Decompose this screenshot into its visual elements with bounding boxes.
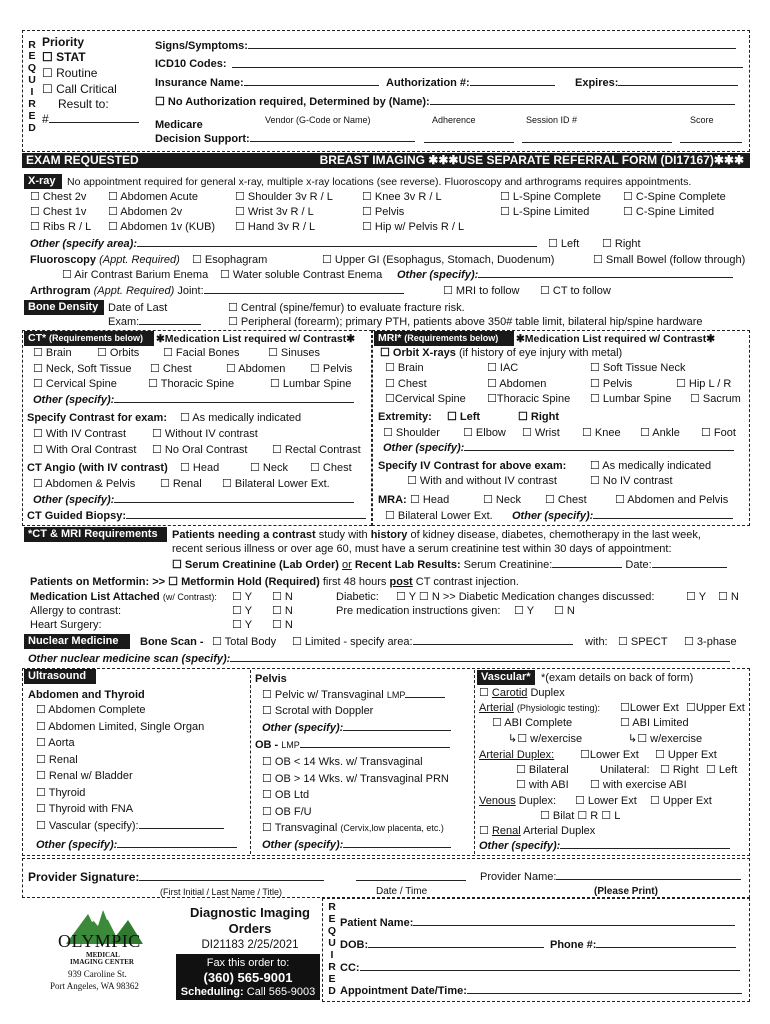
us-other-field[interactable]: Other (specify):	[36, 838, 237, 852]
ct-item[interactable]: ☐ Abdomen	[226, 363, 286, 375]
heart-y[interactable]: ☐ Y	[232, 619, 253, 631]
first-last-label: (First Initial / Last Name / Title)	[160, 887, 283, 897]
mri-ext-item[interactable]: ☐ Elbow	[463, 427, 506, 439]
mri-item[interactable]: ☐ Lumbar Spine	[590, 393, 672, 405]
us-item[interactable]: ☐ Renal w/ Bladder	[36, 770, 133, 782]
appointment-field[interactable]: Appointment Date/Time:	[340, 984, 742, 998]
ct-other-field[interactable]: Other (specify):	[33, 393, 354, 407]
ad-lower-checkbox[interactable]: ☐Lower Ext	[580, 749, 639, 761]
ct-item[interactable]: ☐ Facial Bones	[163, 347, 240, 359]
fluoro-other-field[interactable]: Other (specify):	[397, 268, 733, 282]
ad-right-checkbox[interactable]: ☐ Right	[660, 764, 699, 776]
signs-field[interactable]: Signs/Symptoms:	[155, 39, 736, 53]
ct-specify-contrast-row: Specify Contrast for exam:	[27, 412, 167, 424]
xray-item[interactable]: ☐ Hip w/ Pelvis R / L	[362, 221, 465, 233]
form-title-1: Diagnostic Imaging	[190, 905, 310, 920]
xray-item[interactable]: ☐ Abdomen 2v	[108, 206, 183, 218]
breast-imaging-label: BREAST IMAGING ✱✱✱USE SEPARATE REFERRAL FORM (DI17167)✱✱✱	[319, 153, 744, 167]
abi-limited-checkbox[interactable]: ☐ ABI Limited	[620, 717, 689, 729]
us-item[interactable]: ☐ Thyroid with FNA	[36, 803, 134, 815]
us-item[interactable]: ☐ Thyroid	[36, 786, 86, 799]
address-line2: Port Angeles, WA 98362	[50, 981, 139, 991]
mri-item[interactable]: ☐Cervical Spine	[385, 393, 466, 405]
medicare-label: Medicare	[155, 119, 203, 131]
adherence-label: Adherence	[432, 115, 476, 125]
vascular-note: *(exam details on back of form)	[541, 672, 694, 684]
us-item[interactable]: ☐ Abdomen Limited, Single Organ	[36, 720, 205, 733]
metformin-row[interactable]: Patients on Metformin: >> ☐ Metformin Hold (Required) first 48 hours post CT contrast injection.	[30, 576, 519, 588]
med-list-n[interactable]: ☐ N	[272, 591, 293, 603]
mri-specify-iv-label: Specify IV Contrast for above exam:	[378, 460, 567, 472]
mra-item[interactable]: ☐ Neck	[483, 494, 521, 506]
ct-as-indicated-checkbox[interactable]: ☐ As medically indicated	[180, 412, 302, 424]
ob-other-field[interactable]: Other (specify):	[262, 838, 451, 852]
scheduling-row: Scheduling: Call 565-9003	[180, 986, 316, 998]
diabetic-med-row[interactable]: ☐ Y ☐ N >> Diabetic Medication changes discussed:	[396, 591, 655, 603]
ct-item[interactable]: ☐ Cervical Spine	[33, 378, 117, 390]
requirements-line2: recent serious illness or over age 60, must have a serum creatinine test within 30 days of appointment:	[172, 543, 672, 555]
ct-item[interactable]: ☐ Pelvis	[310, 363, 353, 375]
expires-field[interactable]: Expires:	[575, 76, 738, 90]
mri-item[interactable]: ☐ IAC	[487, 362, 519, 374]
ct-angio-chest-checkbox[interactable]: ☐ Chest	[310, 462, 352, 474]
mri-label: MRI* (Requirements below)	[374, 331, 514, 346]
xray-item[interactable]: ☐ Knee 3v R / L	[362, 191, 442, 203]
xray-left-checkbox[interactable]: ☐ Left	[548, 238, 580, 250]
heart-n[interactable]: ☐ N	[272, 619, 293, 631]
mri-other-field[interactable]: Other (specify):	[383, 441, 734, 455]
provider-name-field[interactable]: Provider Name:	[480, 870, 741, 884]
logo-sub2: IMAGING CENTER	[70, 958, 134, 966]
xray-item[interactable]: ☐ Shoulder 3v R / L	[235, 191, 333, 203]
logo-sub1: MEDICAL	[86, 951, 120, 959]
logo-name: OLYMPIC	[58, 931, 141, 951]
ad-upper-checkbox[interactable]: ☐ Upper Ext	[655, 749, 717, 761]
ct-med-note: ✱Medication List required w/ Contrast✱	[156, 333, 356, 345]
venous-label: Venous Duplex:	[479, 795, 557, 807]
mri-ext-item[interactable]: ☐ Foot	[701, 427, 736, 439]
xray-item[interactable]: ☐ L-Spine Complete	[500, 191, 601, 203]
ct-without-iv-checkbox[interactable]: ☐ Without IV contrast	[152, 428, 258, 440]
mri-item[interactable]: ☐ Pelvis	[590, 378, 633, 390]
pelvis-label: Pelvis	[255, 673, 287, 685]
mri-ext-item[interactable]: ☐ Wrist	[522, 427, 560, 439]
fax-block	[176, 954, 320, 1000]
ct-item[interactable]: ☐ Brain	[33, 347, 72, 359]
arterial-lower-checkbox[interactable]: ☐Lower Ext	[620, 702, 679, 714]
bone-date-field[interactable]: Exam:	[108, 315, 201, 329]
xray-item[interactable]: ☐ Ribs R / L	[30, 221, 92, 233]
esophagram-checkbox[interactable]: ☐ Esophagram	[192, 254, 268, 266]
date-time-label: Date / Time	[376, 886, 428, 897]
mri-extremity-label: Extremity:	[378, 411, 432, 423]
ct-item[interactable]: ☐ Orbits	[97, 347, 140, 359]
venous-side-checkboxes[interactable]: ☐ Bilat ☐ R ☐ L	[540, 810, 621, 822]
authorization-field[interactable]: Authorization #:	[386, 76, 555, 90]
ad-unilateral-label: Unilateral:	[600, 764, 650, 776]
total-body-checkbox[interactable]: ☐ Total Body	[212, 636, 277, 648]
abi-complete-checkbox[interactable]: ☐ ABI Complete	[492, 717, 573, 729]
mri-follow-checkbox[interactable]: ☐ MRI to follow	[443, 285, 520, 297]
xray-item[interactable]: ☐ C-Spine Complete	[623, 191, 726, 203]
vascular-label: Vascular*	[477, 670, 535, 685]
ct-item[interactable]: ☐ Neck, Soft Tissue	[33, 363, 132, 375]
limited-area-field[interactable]: ☐ Limited - specify area:	[292, 635, 573, 649]
xray-item[interactable]: ☐ L-Spine Limited	[500, 206, 590, 218]
mri-right-checkbox[interactable]: ☐ Right	[518, 411, 560, 423]
mra-item[interactable]: ☐ Chest	[545, 494, 587, 506]
us-item[interactable]: ☐ Abdomen Complete	[36, 704, 146, 716]
ct-angio-neck-checkbox[interactable]: ☐ Neck	[250, 462, 288, 474]
mra-other-field[interactable]: Other (specify):	[512, 509, 733, 523]
abi-limited-exercise-checkbox[interactable]: ↳☐ w/exercise	[628, 733, 703, 745]
diabetic-label: Diabetic:	[336, 591, 379, 603]
address-line1: 939 Caroline St.	[68, 969, 127, 979]
upper-gi-checkbox[interactable]: ☐ Upper GI (Esophagus, Stomach, Duodenum)	[322, 254, 555, 266]
us-divider-1	[250, 670, 251, 854]
mra-label: MRA:	[378, 494, 407, 506]
ct-with-iv-checkbox[interactable]: ☐ With IV Contrast	[33, 428, 126, 440]
ob-label[interactable]: OB - LMP	[255, 738, 450, 752]
vendor-label: Vendor (G-Code or Name)	[265, 115, 371, 125]
decision-support-field[interactable]: Decision Support:	[155, 132, 415, 146]
mri-left-checkbox[interactable]: ☐ Left	[447, 411, 481, 423]
ad-left-checkbox[interactable]: ☐ Left	[706, 764, 738, 776]
mri-item[interactable]: ☐ Abdomen	[487, 378, 547, 390]
ad-with-abi-checkbox[interactable]: ☐ with ABI	[516, 779, 569, 791]
ob-item[interactable]: ☐ Transvaginal (Cervix,low placenta, etc.)	[262, 822, 444, 834]
ct-angio-head-checkbox[interactable]: ☐ Head	[180, 462, 220, 474]
xray-item[interactable]: ☐ Pelvis	[362, 206, 405, 218]
fluoroscopy-row: Fluoroscopy (Appt. Required)	[30, 254, 180, 266]
mri-item[interactable]: ☐ Hip L / R	[676, 378, 732, 390]
xray-item[interactable]: ☐ Abdomen 1v (KUB)	[108, 221, 216, 233]
patient-name-field[interactable]: Patient Name:	[340, 916, 735, 930]
priority-label: Priority	[42, 35, 85, 49]
with-label: with:	[585, 636, 608, 648]
abd-thyroid-label: Abdomen and Thyroid	[28, 689, 145, 701]
cc-field[interactable]: CC:	[340, 961, 740, 975]
ad-with-exercise-abi-checkbox[interactable]: ☐ with exercise ABI	[590, 779, 687, 791]
session-line	[522, 133, 672, 143]
ct-item[interactable]: ☐ Lumbar Spine	[270, 378, 352, 390]
ct-with-oral-checkbox[interactable]: ☐ With Oral Contrast	[33, 444, 137, 456]
ob-item[interactable]: ☐ OB > 14 Wks. w/ Transvaginal PRN	[262, 772, 449, 785]
icd10-line	[232, 58, 743, 68]
scrotal-checkbox[interactable]: ☐ Scrotal with Doppler	[262, 705, 374, 717]
mri-as-indicated-checkbox[interactable]: ☐ As medically indicated	[590, 460, 712, 472]
air-contrast-checkbox[interactable]: ☐ Air Contrast Barium Enema	[62, 269, 209, 281]
mri-item[interactable]: ☐ Soft Tissue Neck	[590, 362, 686, 374]
med-list-y[interactable]: ☐ Y	[232, 591, 253, 603]
diabetic-med-y[interactable]: ☐ Y	[686, 591, 707, 603]
result-to-field[interactable]: #	[42, 112, 139, 126]
ad-bilateral-checkbox[interactable]: ☐ Bilateral	[516, 764, 569, 776]
allergy-n[interactable]: ☐ N	[272, 605, 293, 617]
xray-item[interactable]: ☐ Chest 1v	[30, 206, 87, 218]
ct-angio-other-field[interactable]: Other (specify):	[33, 493, 354, 507]
mri-ext-item[interactable]: ☐ Knee	[582, 427, 621, 439]
mra-item[interactable]: ☐ Head	[410, 494, 450, 506]
allergy-y[interactable]: ☐ Y	[232, 605, 253, 617]
serum-creatinine-row[interactable]: ☐ Serum Creatinine (Lab Order) or Recent Lab Results: Serum Creatinine: Date:	[172, 558, 727, 572]
premed-n[interactable]: ☐ N	[554, 605, 575, 617]
bone-density-label: Bone Density	[24, 300, 104, 315]
fax-number: (360) 565-9001	[203, 970, 293, 985]
bone-scan-label: Bone Scan -	[140, 636, 204, 648]
nuclear-medicine-label: Nuclear Medicine	[24, 634, 130, 649]
bone-central-checkbox[interactable]: ☐ Central (spine/femur) to evaluate fracture risk.	[228, 302, 465, 314]
mra-item[interactable]: ☐ Abdomen and Pelvis	[615, 494, 729, 506]
xray-item[interactable]: ☐ Hand 3v R / L	[235, 221, 316, 233]
ct-label: CT* (Requirements below)	[24, 331, 154, 346]
form-title-2: Orders	[228, 921, 272, 936]
water-soluble-checkbox[interactable]: ☐ Water soluble Contrast Enema	[220, 269, 383, 281]
ct-item[interactable]: ☐ Sinuses	[268, 347, 321, 359]
ct-rectal-checkbox[interactable]: ☐ Rectal Contrast	[272, 444, 361, 456]
mri-med-note: ✱Medication List required w/ Contrast✱	[516, 333, 716, 345]
xray-label: X-ray	[24, 174, 62, 189]
xray-note: No appointment required for general x-ray, multiple x-ray locations (see reverse). Fluoroscopy and arthrograms requires appointments.	[67, 176, 692, 188]
exam-requested-bar	[22, 153, 750, 168]
mri-item[interactable]: ☐Thoracic Spine	[487, 393, 571, 405]
provider-signature-field[interactable]: Provider Signature:	[28, 870, 324, 884]
three-phase-checkbox[interactable]: ☐ 3-phase	[684, 636, 737, 648]
ct-angio-label: CT Angio (with IV contrast)	[27, 462, 168, 474]
spect-checkbox[interactable]: ☐ SPECT	[618, 636, 668, 648]
arterial-physio-row: Arterial (Physiologic testing):	[479, 702, 600, 714]
diabetic-med-n[interactable]: ☐ N	[718, 591, 739, 603]
carotid-checkbox[interactable]: ☐ Carotid Duplex	[479, 687, 565, 699]
ct-item[interactable]: ☐ Chest	[150, 363, 192, 375]
stat-checkbox[interactable]: ☐ STAT	[42, 50, 86, 64]
med-list-row: Medication List Attached (w/ Contrast):	[30, 591, 217, 603]
ct-follow-checkbox[interactable]: ☐ CT to follow	[540, 285, 611, 297]
fax-label: Fax this order to:	[206, 957, 290, 969]
ultrasound-label: Ultrasound	[24, 669, 96, 684]
exam-requested-label: EXAM REQUESTED	[26, 153, 139, 167]
vascular-other-field[interactable]: Other (specify):	[479, 839, 730, 853]
renal-arterial-checkbox[interactable]: ☐ Renal Arterial Duplex	[479, 825, 596, 837]
us-item[interactable]: ☐ Renal	[36, 753, 78, 766]
premed-label: Pre medication instructions given:	[336, 605, 501, 617]
arthrogram-row[interactable]: Arthrogram (Appt. Required) Joint:	[30, 284, 404, 298]
phone-field[interactable]: Phone #:	[550, 938, 736, 952]
xray-item[interactable]: ☐ Wrist 3v R / L	[235, 206, 314, 218]
premed-y[interactable]: ☐ Y	[514, 605, 535, 617]
xray-other-field[interactable]: Other (specify area):	[30, 237, 537, 251]
icd10-field[interactable]: ICD10 Codes:	[155, 58, 227, 70]
requirements-line1: Patients needing a contrast study with history of kidney disease, diabetes, chemotherapy in the last week,	[172, 529, 701, 541]
ct-item[interactable]: ☐ Thoracic Spine	[148, 378, 235, 390]
mri-item[interactable]: ☐ Brain	[385, 362, 424, 374]
mra-bilat-checkbox[interactable]: ☐ Bilateral Lower Ext.	[385, 510, 493, 522]
mri-item[interactable]: ☐ Chest	[385, 378, 427, 390]
xray-item[interactable]: ☐ C-Spine Limited	[623, 206, 715, 218]
venous-lower-checkbox[interactable]: ☐ Lower Ext	[575, 795, 637, 807]
form-id: DI21183 2/25/2021	[201, 939, 299, 951]
ob-item[interactable]: ☐ OB Ltd	[262, 789, 310, 801]
mri-orbit-row[interactable]: ☐ Orbit X-rays (if history of eye injury with metal)	[380, 347, 623, 359]
session-label: Session ID #	[526, 115, 578, 125]
ob-item[interactable]: ☐ OB F/U	[262, 805, 312, 818]
bone-date-label: Date of Last	[108, 302, 168, 314]
ct-angio-abd-checkbox[interactable]: ☐ Abdomen & Pelvis	[33, 478, 136, 490]
us-item[interactable]: ☐ Vascular (specify):	[36, 818, 224, 835]
please-print-label: (Please Print)	[594, 886, 658, 897]
result-to-label: Result to:	[58, 97, 109, 111]
ct-no-oral-checkbox[interactable]: ☐ No Oral Contrast	[152, 444, 248, 456]
provider-date-line	[356, 871, 466, 881]
xray-item[interactable]: ☐ Chest 2v	[30, 191, 87, 203]
mri-no-iv-checkbox[interactable]: ☐ No IV contrast	[590, 475, 673, 487]
us-abd-list	[36, 702, 224, 834]
venous-upper-checkbox[interactable]: ☐ Upper Ext	[650, 795, 712, 807]
allergy-label: Allergy to contrast:	[30, 605, 122, 617]
no-auth-field[interactable]: ☐ No Authorization required, Determined by (Name):	[155, 95, 735, 109]
small-bowel-checkbox[interactable]: ☐ Small Bowel (follow through)	[593, 254, 746, 266]
abi-complete-exercise-checkbox[interactable]: ↳☐ w/exercise	[508, 733, 583, 745]
nuclear-other-field[interactable]: Other nuclear medicine scan (specify):	[28, 652, 730, 666]
mri-item[interactable]: ☐ Sacrum	[690, 393, 741, 405]
adherence-line	[424, 133, 514, 143]
requirements-label: *CT & MRI Requirements	[24, 527, 167, 542]
ct-guided-biopsy-field[interactable]: CT Guided Biopsy:	[27, 509, 366, 523]
pelvic-tv-field[interactable]: ☐ Pelvic w/ Transvaginal LMP	[262, 688, 445, 702]
arterial-duplex-label: Arterial Duplex:	[479, 749, 555, 761]
xray-item[interactable]: ☐ Abdomen Acute	[108, 191, 198, 203]
insurance-field[interactable]: Insurance Name:	[155, 76, 379, 90]
bone-peripheral-checkbox[interactable]: ☐ Peripheral (forearm); primary PTH, patients above 350# table limit, bilateral hip/spine hardware	[228, 316, 703, 328]
mri-with-without-checkbox[interactable]: ☐ With and without IV contrast	[407, 475, 557, 487]
us-item[interactable]: ☐ Aorta	[36, 737, 75, 749]
arterial-upper-checkbox[interactable]: ☐Upper Ext	[686, 702, 745, 714]
call-critical-checkbox[interactable]: ☐ Call Critical	[42, 82, 117, 96]
score-label: Score	[690, 115, 714, 125]
mri-ext-item[interactable]: ☐ Ankle	[640, 427, 680, 439]
us-divider-2	[474, 670, 475, 854]
mri-ext-item[interactable]: ☐ Shoulder	[383, 427, 440, 439]
score-line	[680, 133, 742, 143]
ct-angio-renal-checkbox[interactable]: ☐ Renal	[160, 478, 202, 490]
routine-checkbox[interactable]: ☐ Routine	[42, 66, 98, 80]
pelvis-other-field[interactable]: Other (specify):	[262, 721, 451, 735]
ob-list	[262, 754, 449, 837]
dob-field[interactable]: DOB:	[340, 938, 544, 952]
heart-label: Heart Surgery:	[30, 619, 102, 631]
ct-angio-bilat-checkbox[interactable]: ☐ Bilateral Lower Ext.	[222, 478, 330, 490]
ob-item[interactable]: ☐ OB < 14 Wks. w/ Transvaginal	[262, 756, 423, 768]
xray-right-checkbox[interactable]: ☐ Right	[602, 238, 641, 250]
